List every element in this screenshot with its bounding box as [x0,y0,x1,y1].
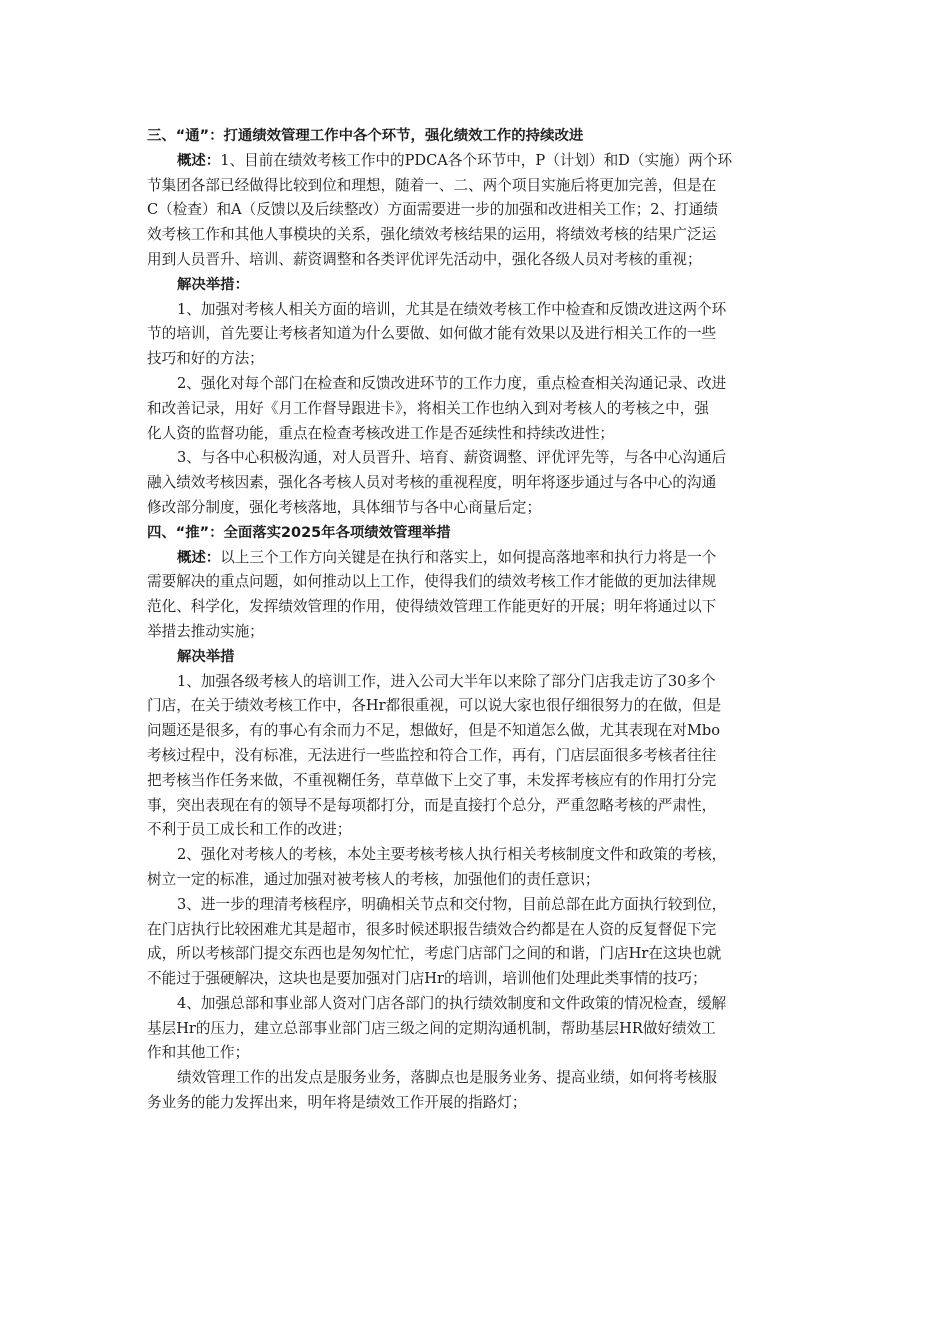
section-3-overview-line: 用到人员晋升、培训、薪资调整和各类评优评先活动中，强化各级人员对考核的重视； [147,250,702,268]
section-4-item-4-line: 作和其他工作； [147,1044,250,1062]
section-3-item-1-line: 节的培训，首先要让考核者知道为什么要做、如何做才能有效果以及进行相关工作的一些 [147,325,717,343]
section-3-item-2-line: 和改善记录，用好《月工作督导跟进卡》，将相关工作也纳入到对考核人的考核之中，强 [147,399,709,417]
section-3-item-2-line: 化人资的监督功能，重点在检查考核改进工作是否延续性和持续改进性； [147,424,615,442]
section-4-item-2-line: 树立一定的标准，通过加强对被考核人的考核，加强他们的责任意识； [147,870,600,888]
section-3-heading: 三、“通”：打通绩效管理工作中各个环节，强化绩效工作的持续改进 [147,128,584,144]
section-3-overview-line: 节集团各部已经做得比较到位和理想，随着一、二、两个项目实施后将更加完善，但是在 [147,176,717,194]
section-3-item-2-line: 2、强化对每个部门在检查和反馈改进环节的工作力度，重点检查相关沟通记录、改进 [177,374,727,392]
section-3-overview-line: 效考核工作和其他人事模块的关系，强化绩效考核结果的运用，将绩效考核的结果广泛运 [147,226,717,244]
section-4-item-1-line: 事，突出表现在有的领导不是每项都打分，而是直接打个总分，严重忽略考核的严肃性， [147,796,717,814]
section-4-closing-line: 绩效管理工作的出发点是服务业务，落脚点也是服务业务、提高业绩，如何将考核服 [177,1069,717,1087]
section-3-item-1-line: 1、加强对考核人相关方面的培训，尤其是在绩效考核工作中检查和反馈改进这两个环 [177,300,727,318]
section-3-item-3-line: 修改部分制度，强化考核落地，具体细节与各中心商量后定； [147,498,542,516]
section-4-item-3-line: 3、进一步的理清考核程序，明确相关节点和交付物，目前总部在此方面执行较到位， [177,895,727,913]
section-4-item-3-line: 在门店执行比较困难尤其是超市，很多时候述职报告绩效合约都是在人资的反复督促下完 [147,920,717,938]
section-4-item-2-line: 2、强化对考核人的考核，本处主要考核考核人执行相关考核制度文件和政策的考核， [177,846,727,864]
section-4-measures-label: 解决举措 [177,648,235,665]
section-4-overview-line: 概述：以上三个工作方向关键是在执行和落实上，如何提高落地率和执行力将是一个 [177,548,717,566]
section-4-item-3-line: 成，所以考核部门提交东西也是匆匆忙忙，考虑门店部门之间的和谐，门店Hr在这块也就 [147,945,722,963]
section-4-overview-line: 举措去推动实施； [147,622,264,640]
section-4-overview-line: 范化、科学化，发挥绩效管理的作用，使得绩效管理工作能更好的开展；明年将通过以下 [147,598,717,616]
section-4-item-4-line: 基层Hr的压力，建立总部事业部门店三级之间的定期沟通机制，帮助基层HR做好绩效工 [147,1019,716,1037]
section-4-overview-line: 需要解决的重点问题，如何推动以上工作，使得我们的绩效考核工作才能做的更加法律规 [147,573,717,591]
section-3-measures-label: 解决举措： [177,276,249,293]
section-4-heading: 四、“推”：全面落实2025年各项绩效管理举措 [147,524,451,541]
document-page [147,124,809,1116]
section-4-item-1-line: 把考核当作任务来做，不重视糊任务，草草做下上交了事，未发挥考核应有的作用打分完 [147,771,717,789]
section-3-overview-line: 概述：1、目前在绩效考核工作中的PDCA各个环节中，P（计划）和D（实施）两个环 [177,151,733,169]
overview-label: 概述： [177,152,221,169]
section-4-item-1-line: 考核过程中，没有标准，无法进行一些监控和符合工作，再有，门店层面很多考核者往往 [147,746,717,764]
section-3-item-3-line: 融入绩效考核因素，强化各考核人员对考核的重视程度，明年将逐步通过与各中心的沟通 [147,474,717,492]
section-4-item-4-line: 4、加强总部和事业部人资对门店各部门的执行绩效制度和文件政策的情况检查，缓解 [177,994,727,1012]
section-4-closing-line: 务业务的能力发挥出来，明年将是绩效工作开展的指路灯； [147,1094,527,1112]
section-4-item-3-line: 不能过于强硬解决，这块也是要加强对门店Hr的培训，培训他们处理此类事情的技巧； [147,970,707,988]
overview-label: 概述： [177,549,221,566]
section-4-item-1-line: 门店，在关于绩效考核工作中，各Hr都很重视，可以说大家也很仔细很努力的在做，但是 [147,697,722,715]
section-4-item-1-line: 问题还是很多，有的事心有余而力不足，想做好，但是不知道怎么做，尤其表现在对Mbo [147,722,721,740]
section-3-overview-line: C（检查）和A（反馈以及后续整改）方面需要进一步的加强和改进相关工作；2、打通绩 [147,201,718,219]
section-3-item-3-line: 3、与各中心积极沟通，对人员晋升、培育、薪资调整、评优评先等，与各中心沟通后 [177,449,727,467]
section-4-item-1-line: 1、加强各级考核人的培训工作，进入公司大半年以来除了部分门店我走访了30多个 [177,672,716,690]
section-3-item-1-line: 技巧和好的方法； [147,350,264,368]
section-4-item-1-line: 不利于员工成长和工作的改进； [147,821,352,839]
